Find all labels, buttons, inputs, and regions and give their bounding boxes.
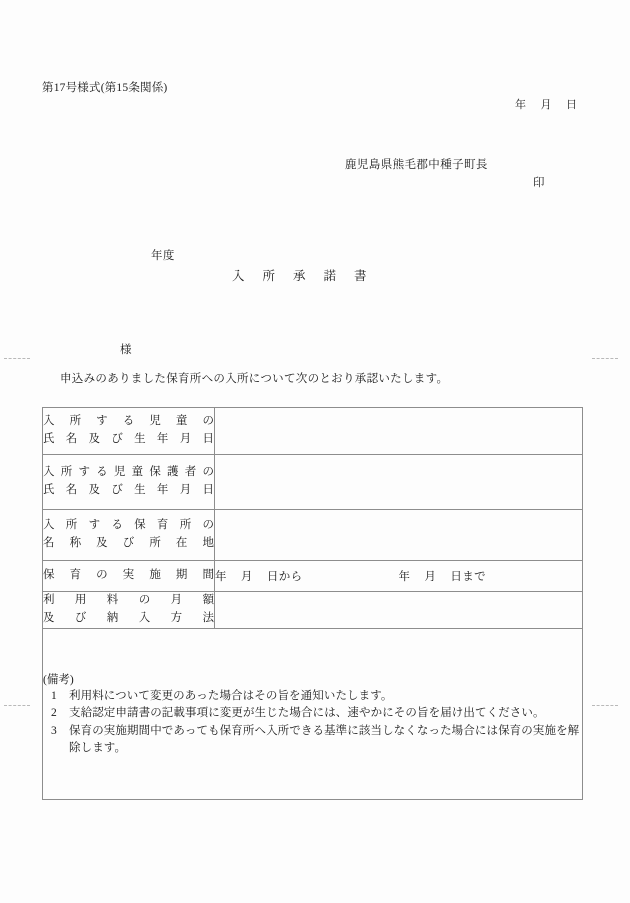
list-item — [43, 705, 582, 722]
row-value-facility[interactable] — [215, 510, 583, 561]
remark-number: 2 — [51, 707, 57, 720]
remarks-list — [43, 688, 582, 757]
table-row — [43, 592, 583, 629]
row-label-period — [43, 561, 215, 592]
label-line: 保育の実施期間 — [43, 569, 214, 582]
date-day-label: 日 — [566, 99, 578, 111]
label-line: 入所する児童の — [43, 415, 214, 428]
fold-mark-top-left — [4, 358, 30, 359]
row-value-fee[interactable] — [215, 592, 583, 629]
admission-details-table — [42, 407, 583, 800]
intro-text: 申込みのありました保育所への入所について次のとおり承認いたします。 — [60, 373, 449, 385]
document-title: 入所承諾書 — [232, 269, 385, 283]
remark-number: 3 — [51, 724, 57, 737]
label-line: 氏名及び生年月日 — [43, 433, 214, 445]
fold-mark-top-right — [592, 358, 618, 359]
date-month-label: 月 — [540, 99, 552, 111]
row-label-fee — [43, 592, 215, 629]
row-value-guardian-name[interactable] — [215, 455, 583, 510]
label-line: 及び納入方法 — [43, 612, 214, 624]
table-row — [43, 561, 583, 592]
table-row-remarks — [43, 629, 583, 800]
table-row — [43, 510, 583, 561]
row-label-facility — [43, 510, 215, 561]
addressee-honorific: 様 — [120, 344, 132, 356]
label-line: 入所する保育所の — [43, 519, 214, 532]
date-year-label: 年 — [515, 99, 527, 111]
row-value-child-name[interactable] — [215, 408, 583, 455]
remarks-title: (備考) — [43, 674, 74, 686]
label-line: 入所する児童保護者の — [43, 466, 214, 479]
list-item — [43, 688, 582, 705]
period-end-month: 月 — [424, 571, 437, 583]
date-line — [515, 96, 578, 112]
remarks-cell — [43, 629, 583, 800]
remark-text: 利用料について変更のあった場合はその旨を通知いたします。 — [69, 690, 393, 702]
period-start-day: 日から — [266, 571, 303, 583]
row-value-period[interactable] — [215, 561, 583, 592]
fold-mark-bottom-left — [4, 705, 30, 706]
period-end-day: 日まで — [450, 571, 487, 583]
list-item — [43, 723, 582, 758]
table-row — [43, 455, 583, 510]
remark-text: 保育の実施期間中であっても保育所へ入所できる基準に該当しなくなった場合には保育の実施を解除します。 — [69, 724, 580, 754]
fiscal-year-label: 年度 — [151, 250, 175, 262]
label-line: 利用料の月額 — [43, 594, 214, 607]
remark-text: 支給認定申請書の記載事項に変更が生じた場合には、速やかにその旨を届け出てください。 — [69, 707, 545, 720]
label-line: 名称及び所在地 — [43, 537, 214, 549]
label-line: 氏名及び生年月日 — [43, 484, 214, 496]
form-number: 第17号様式(第15条関係) — [42, 82, 168, 94]
remark-number: 1 — [51, 690, 57, 702]
row-label-child-name — [43, 408, 215, 455]
period-start-month: 月 — [240, 571, 253, 583]
period-end-year: 年 — [398, 571, 411, 583]
issuer-name: 鹿児島県熊毛郡中種子町長 — [345, 159, 488, 171]
table-row — [43, 408, 583, 455]
period-start-year: 年 — [215, 571, 227, 583]
seal-mark: 印 — [533, 177, 545, 189]
row-label-guardian-name — [43, 455, 215, 510]
fold-mark-bottom-right — [592, 705, 618, 706]
